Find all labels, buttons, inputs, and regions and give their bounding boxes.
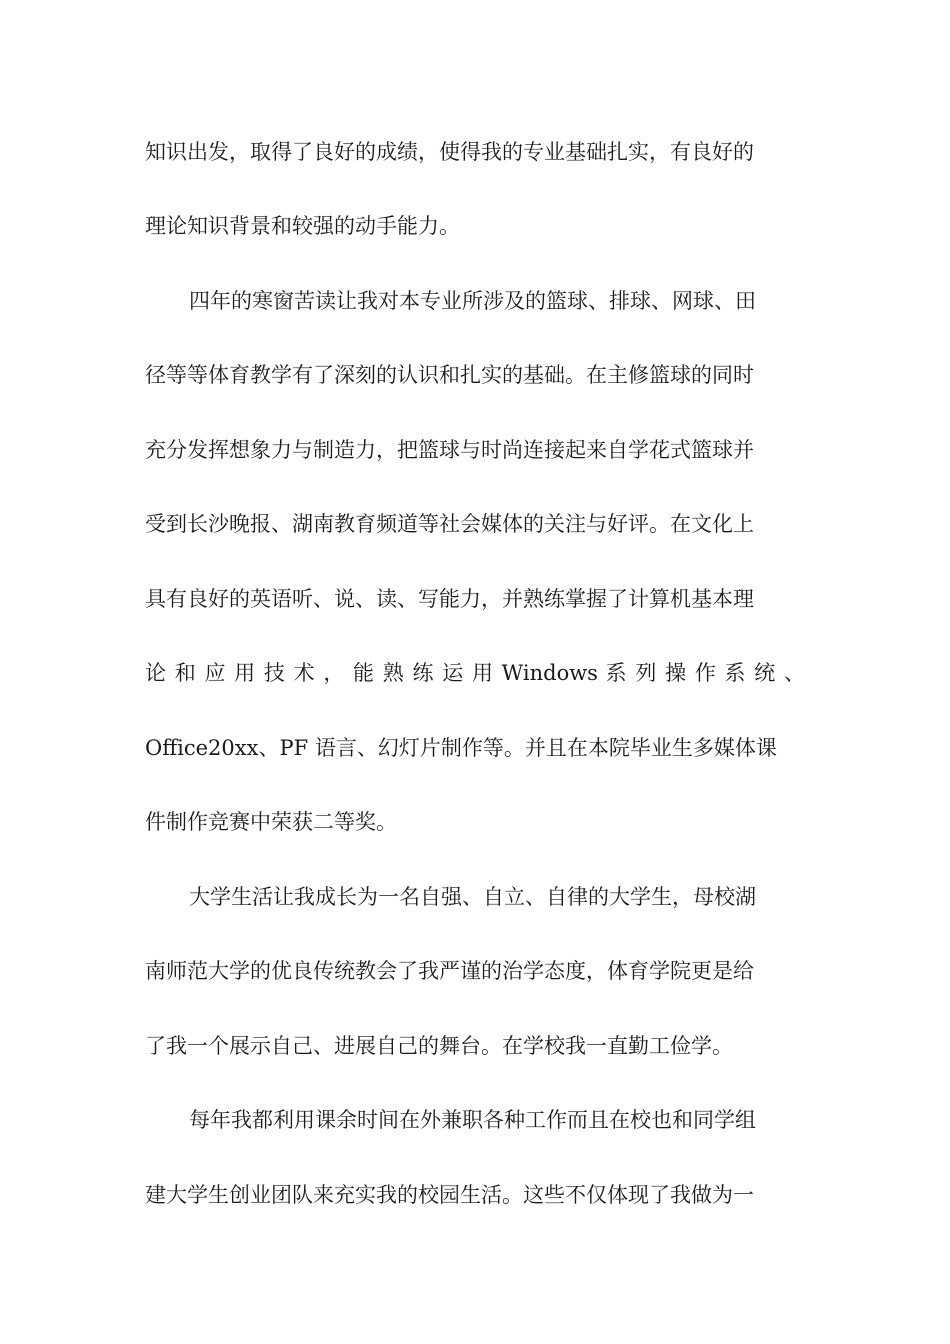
text-line: 理论知识背景和较强的动手能力。: [145, 214, 460, 238]
text-line: 建大学生创业团队来充实我的校园生活。这些不仅体现了我做为一: [145, 1183, 754, 1207]
text-line: 径等等体育教学有了深刻的认识和扎实的基础。在主修篮球的同时: [145, 363, 754, 387]
text-line: 具有良好的英语听、说、读、写能力，并熟练掌握了计算机基本理: [145, 587, 754, 611]
paragraph-first-line: 每年我都利用课余时间在外兼职各种工作而且在校也和同学组: [189, 1108, 756, 1132]
text-line: 南师范大学的优良传统教会了我严谨的治学态度，体育学院更是给: [145, 959, 754, 983]
text-line: 知识出发，取得了良好的成绩，使得我的专业基础扎实，有良好的: [145, 140, 754, 164]
text-line: 充分发挥想象力与制造力，把篮球与时尚连接起来自学花式篮球并: [145, 438, 754, 462]
text-line: Office20xx、PF 语言、幻灯片制作等。并且在本院毕业生多媒体课: [145, 736, 777, 760]
text-line: 了我一个展示自己、进展自己的舞台。在学校我一直勤工俭学。: [145, 1034, 733, 1058]
text-line: 件制作竞赛中荣获二等奖。: [145, 810, 397, 834]
text-line: 受到长沙晚报、湖南教育频道等社会媒体的关注与好评。在文化上: [145, 512, 754, 536]
text-line: 论 和 应 用 技 术 ， 能 熟 练 运 用 Windows 系 列 操 作 系 统 、: [145, 661, 805, 685]
paragraph-first-line: 大学生活让我成长为一名自强、自立、自律的大学生，母校湖: [189, 885, 756, 909]
paragraph-first-line: 四年的寒窗苦读让我对本专业所涉及的篮球、排球、网球、田: [189, 289, 756, 313]
